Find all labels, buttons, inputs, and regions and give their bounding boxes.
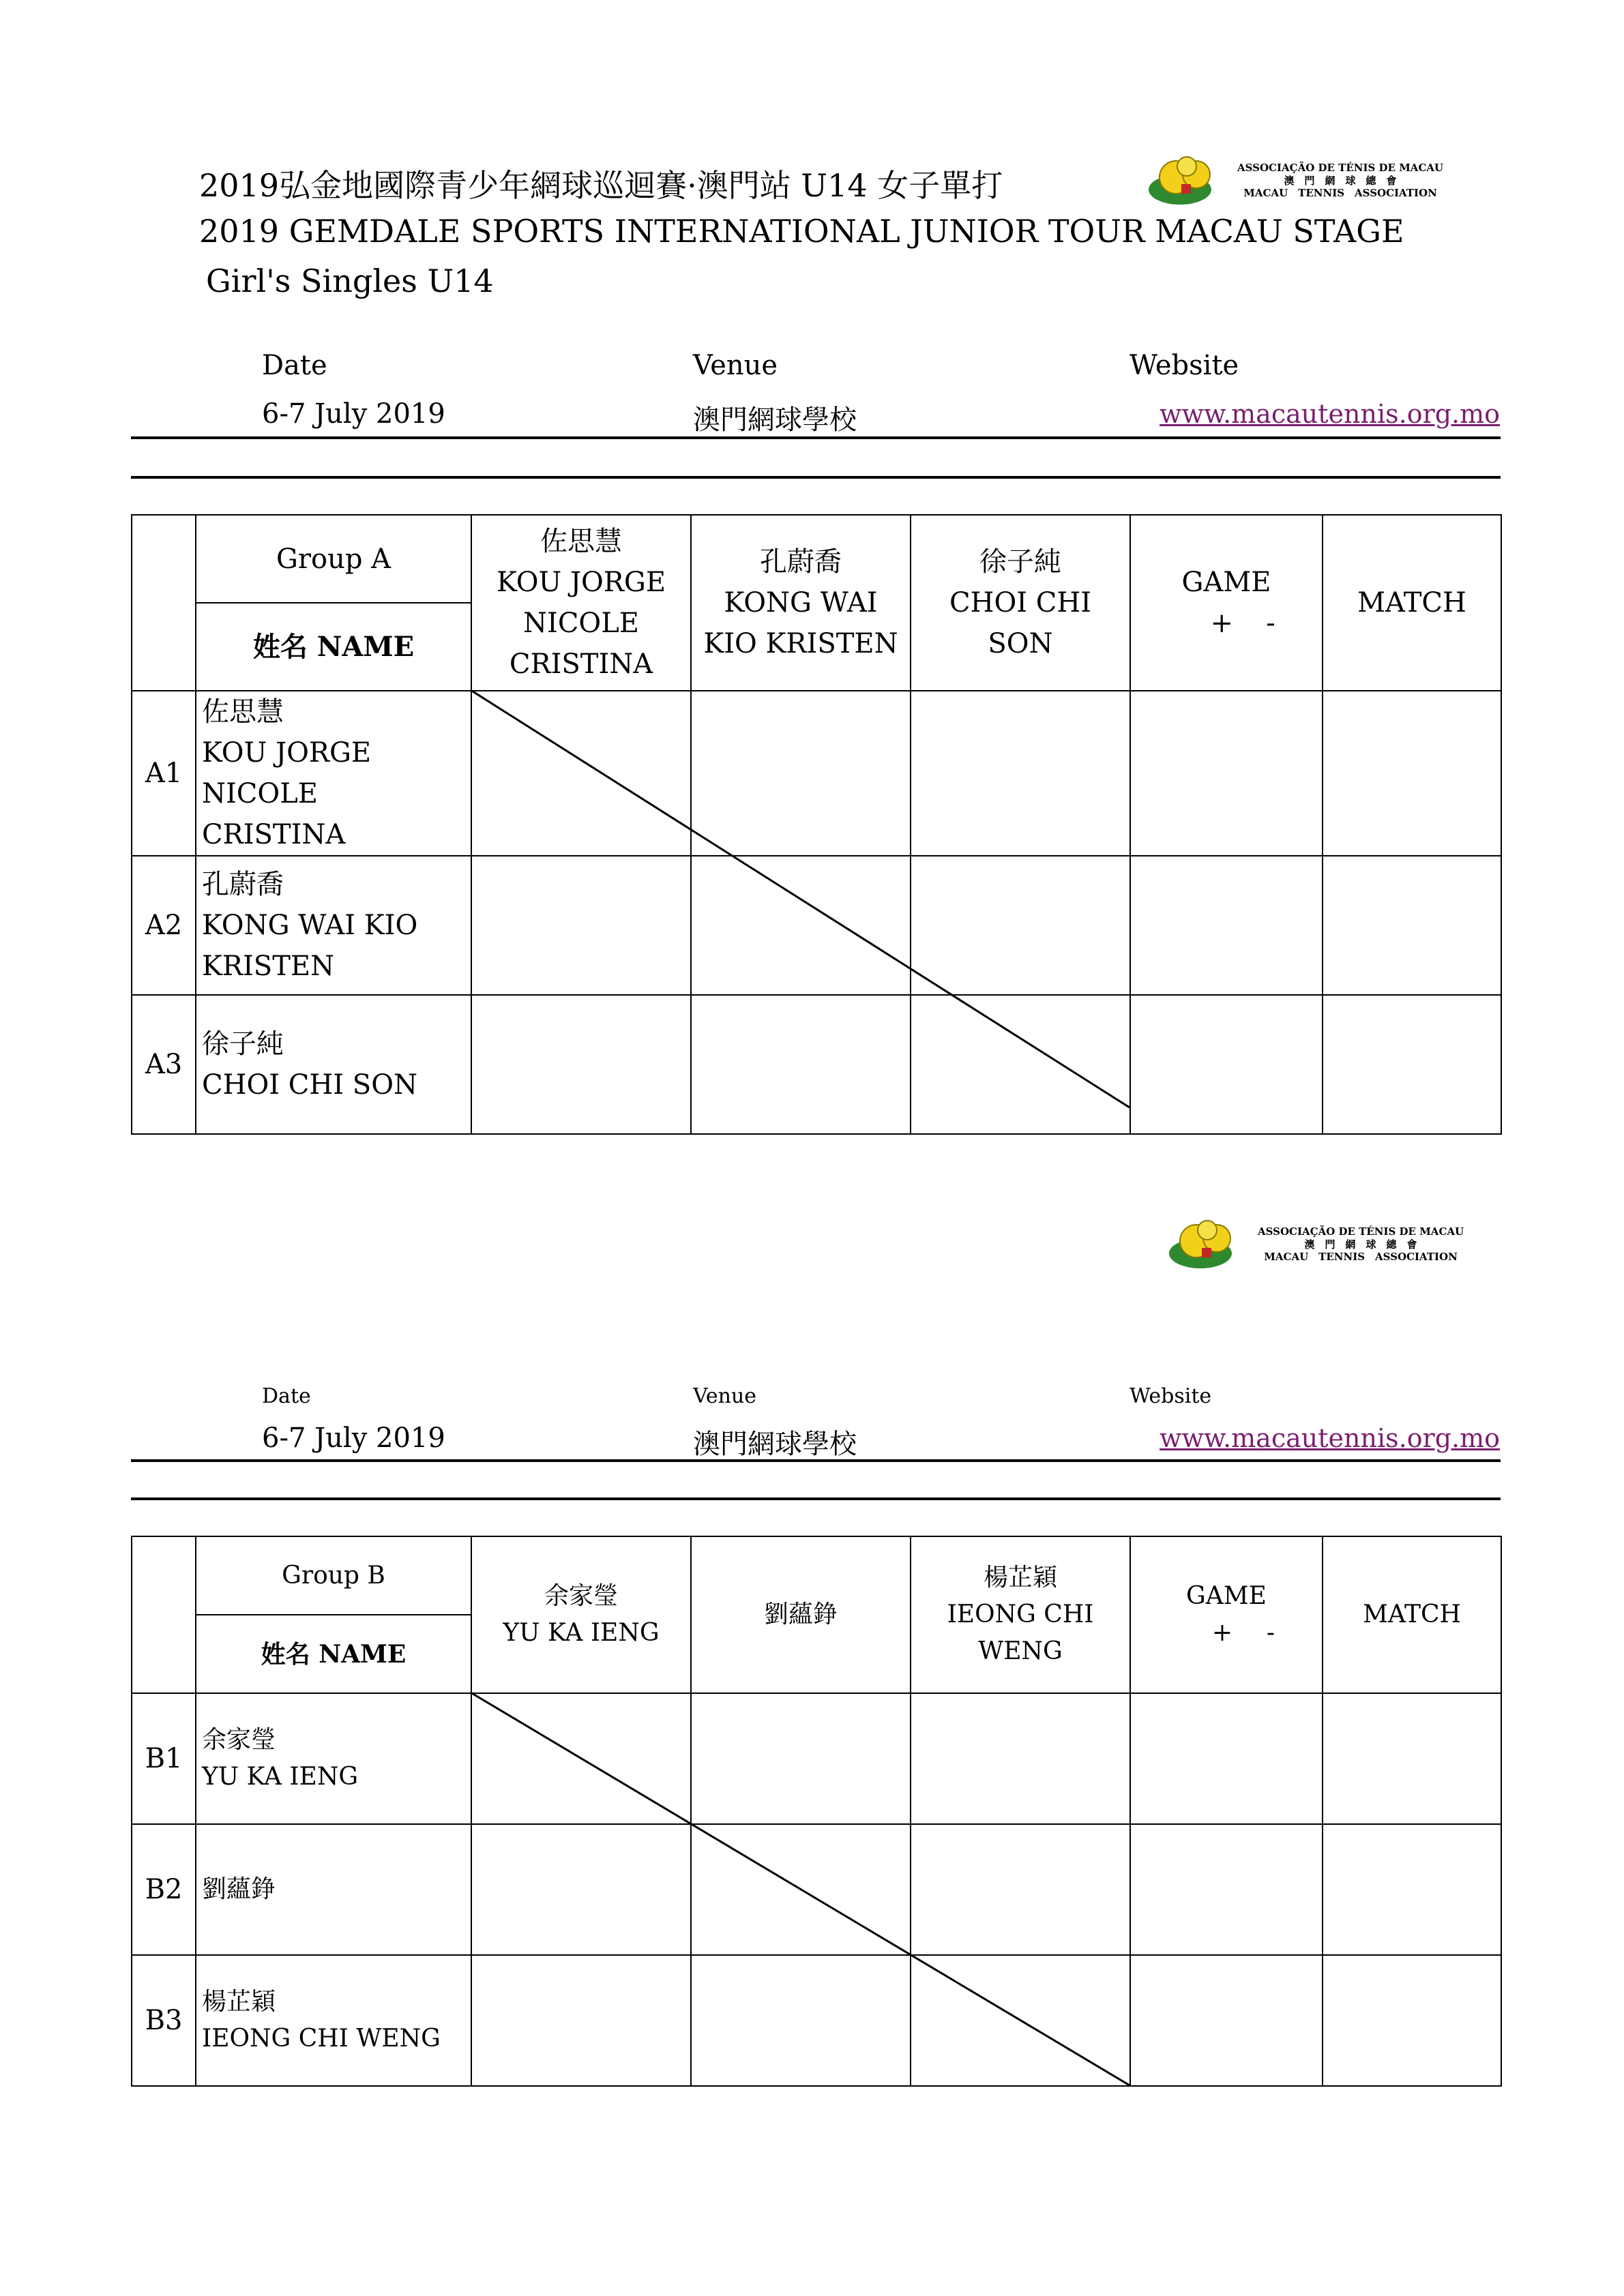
subtitle: Girl's Singles U14 <box>206 263 494 299</box>
player-name: 余家瑩 YU KA IENG <box>196 1693 471 1824</box>
match-cell[interactable] <box>1323 691 1501 856</box>
score-cell[interactable] <box>911 1693 1130 1824</box>
divider <box>131 476 1501 479</box>
col-header-b3: 楊芷穎 IEONG CHI WENG <box>911 1536 1130 1693</box>
player-name: 孔蔚喬 KONG WAI KIO KRISTEN <box>196 856 471 995</box>
game-header: GAME + - <box>1130 515 1323 691</box>
tennis-ball-logo-icon <box>1147 154 1222 207</box>
match-cell[interactable] <box>1323 995 1501 1134</box>
logo-line1: ASSOCIAÇÃO DE TÉNIS DE MACAU <box>1237 161 1444 174</box>
score-cell[interactable] <box>911 995 1130 1134</box>
table-row <box>132 1955 1501 2086</box>
score-cell[interactable] <box>691 1693 911 1824</box>
venue-label: Venue <box>693 1384 757 1408</box>
divider <box>131 436 1501 439</box>
game-cell[interactable] <box>1130 1693 1323 1824</box>
player-name: 劉蘊錚 <box>196 1824 471 1955</box>
col-header-a1: 佐思慧 KOU JORGE NICOLE CRISTINA <box>471 515 691 691</box>
date-label: Date <box>262 1384 311 1408</box>
col-header-a2: 孔蔚喬 KONG WAI KIO KRISTEN <box>691 515 911 691</box>
score-cell[interactable] <box>691 691 911 856</box>
score-cell[interactable] <box>471 1955 691 2086</box>
score-cell[interactable] <box>911 1955 1130 2086</box>
group-b-label: Group B <box>196 1536 471 1615</box>
title-english: 2019 GEMDALE SPORTS INTERNATIONAL JUNIOR TOUR MACAU STAGE <box>199 213 1404 250</box>
player-code: B1 <box>132 1693 196 1824</box>
divider <box>131 1459 1501 1462</box>
game-cell[interactable] <box>1130 995 1323 1134</box>
game-cell[interactable] <box>1130 1824 1323 1955</box>
match-cell[interactable] <box>1323 1824 1501 1955</box>
match-cell[interactable] <box>1323 1955 1501 2086</box>
website-link[interactable]: www.macautennis.org.mo <box>1160 399 1501 429</box>
match-header: MATCH <box>1323 1536 1501 1693</box>
name-label: 姓名 NAME <box>196 603 471 691</box>
table-row <box>132 1693 1501 1824</box>
player-code: A1 <box>132 691 196 856</box>
game-cell[interactable] <box>1130 691 1323 856</box>
game-cell[interactable] <box>1130 1955 1323 2086</box>
game-header: GAME + - <box>1130 1536 1323 1693</box>
player-code: B3 <box>132 1955 196 2086</box>
website-label: Website <box>1130 350 1239 381</box>
score-cell[interactable] <box>691 1824 911 1955</box>
col-header-a3: 徐子純 CHOI CHI SON <box>911 515 1130 691</box>
association-logo <box>1147 154 1443 207</box>
player-code: B2 <box>132 1824 196 1955</box>
match-cell[interactable] <box>1323 856 1501 995</box>
score-cell[interactable] <box>471 691 691 856</box>
logo-line3: MACAU TENNIS ASSOCIATION <box>1243 187 1437 200</box>
player-code: A2 <box>132 856 196 995</box>
tennis-ball-logo-icon <box>1168 1218 1243 1271</box>
player-name: 楊芷穎 IEONG CHI WENG <box>196 1955 471 2086</box>
date-value: 6-7 July 2019 <box>262 1422 445 1454</box>
score-cell[interactable] <box>911 691 1130 856</box>
name-label: 姓名 NAME <box>196 1615 471 1693</box>
association-logo <box>1168 1218 1464 1271</box>
match-header: MATCH <box>1323 515 1501 691</box>
venue-value: 澳門網球學校 <box>693 404 857 436</box>
title-chinese: 2019弘金地國際青少年網球巡迴賽·澳門站 U14 女子單打 <box>199 167 1003 204</box>
table-row <box>132 995 1501 1134</box>
date-value: 6-7 July 2019 <box>262 398 445 430</box>
divider <box>131 1497 1501 1500</box>
table-row <box>132 691 1501 856</box>
venue-label: Venue <box>693 350 778 381</box>
date-label: Date <box>262 350 327 381</box>
logo-line3: MACAU TENNIS ASSOCIATION <box>1264 1251 1458 1264</box>
col-header-b1: 余家瑩 YU KA IENG <box>471 1536 691 1693</box>
score-cell[interactable] <box>691 995 911 1134</box>
score-cell[interactable] <box>471 856 691 995</box>
group-a-table <box>131 514 1502 1135</box>
score-cell[interactable] <box>471 995 691 1134</box>
logo-line1: ASSOCIAÇÃO DE TÉNIS DE MACAU <box>1258 1225 1464 1238</box>
match-cell[interactable] <box>1323 1693 1501 1824</box>
table-row <box>132 1824 1501 1955</box>
table-row <box>132 856 1501 995</box>
col-header-b2: 劉蘊錚 <box>691 1536 911 1693</box>
score-cell[interactable] <box>471 1693 691 1824</box>
group-a-label: Group A <box>196 515 471 603</box>
score-cell[interactable] <box>911 1824 1130 1955</box>
venue-value: 澳門網球學校 <box>693 1429 857 1460</box>
score-cell[interactable] <box>471 1824 691 1955</box>
group-b-table <box>131 1536 1502 2087</box>
player-code: A3 <box>132 995 196 1134</box>
website-link[interactable]: www.macautennis.org.mo <box>1160 1423 1501 1453</box>
logo-line2: 澳 門 網 球 總 會 <box>1304 1238 1417 1251</box>
player-name: 徐子純 CHOI CHI SON <box>196 995 471 1134</box>
game-cell[interactable] <box>1130 856 1323 995</box>
player-name: 佐思慧 KOU JORGE NICOLE CRISTINA <box>196 691 471 856</box>
score-cell[interactable] <box>911 856 1130 995</box>
website-label: Website <box>1130 1384 1212 1408</box>
score-cell[interactable] <box>691 856 911 995</box>
score-cell[interactable] <box>691 1955 911 2086</box>
logo-line2: 澳 門 網 球 總 會 <box>1284 174 1397 187</box>
